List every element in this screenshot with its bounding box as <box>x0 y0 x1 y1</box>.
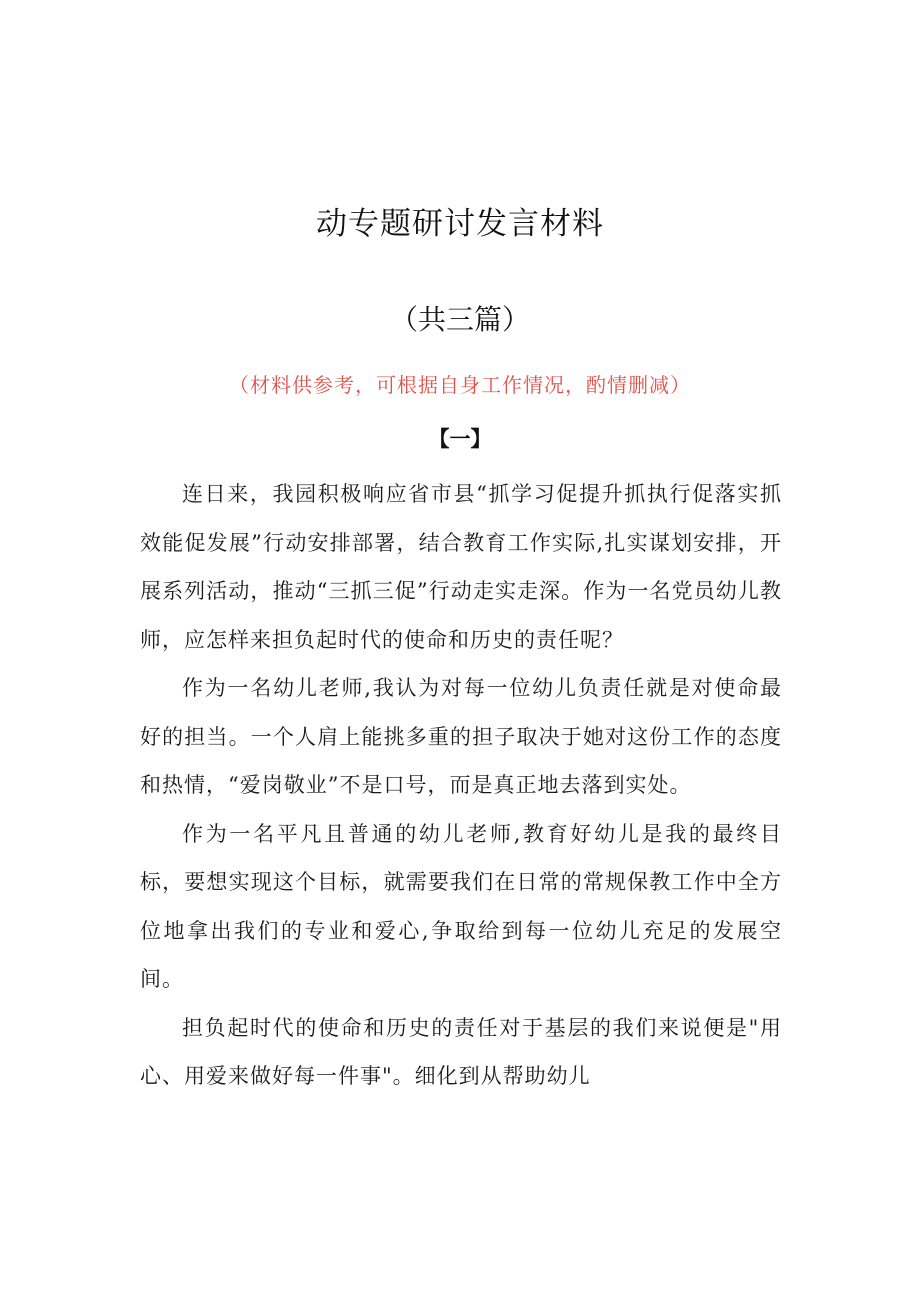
document-title: 动专题研讨发言材料 <box>316 206 604 242</box>
paragraph: 作为一名幼儿老师,我认为对每一位幼儿负责任就是对使命最好的担当。一个人肩上能挑多重的担子取决于她对这份工作的态度和热情，“爱岗敬业”不是口号，而是真正地去落到实处。 <box>140 676 782 797</box>
body-text <box>140 470 782 1101</box>
paragraph: 作为一名平凡且普通的幼儿老师,教育好幼儿是我的最终目标，要想实现这个目标，就需要我们在日常的常规保教工作中全方位地拿出我们的专业和爱心,争取给到每一位幼儿充足的发展空间。 <box>140 821 782 991</box>
paragraph: 连日来，我园积极响应省市县“抓学习促提升抓执行促落实抓效能促发展”行动安排部署，结合教育工作实际,扎实谋划安排，开展系列活动，推动“三抓三促”行动走实走深。作为一名党员幼儿教师，应怎样来担负起时代的使命和历史的责任呢？ <box>140 482 782 652</box>
document-subtitle: （共三篇） <box>389 303 530 336</box>
section-marker: 【一】 <box>428 427 492 451</box>
reference-note: （材料供参考，可根据自身工作情况，酌情删减） <box>229 373 691 397</box>
paragraph: 担负起时代的使命和历史的责任对于基层的我们来说便是"用心、用爱来做好每一件事"。细化到从帮助幼儿 <box>140 1015 782 1088</box>
